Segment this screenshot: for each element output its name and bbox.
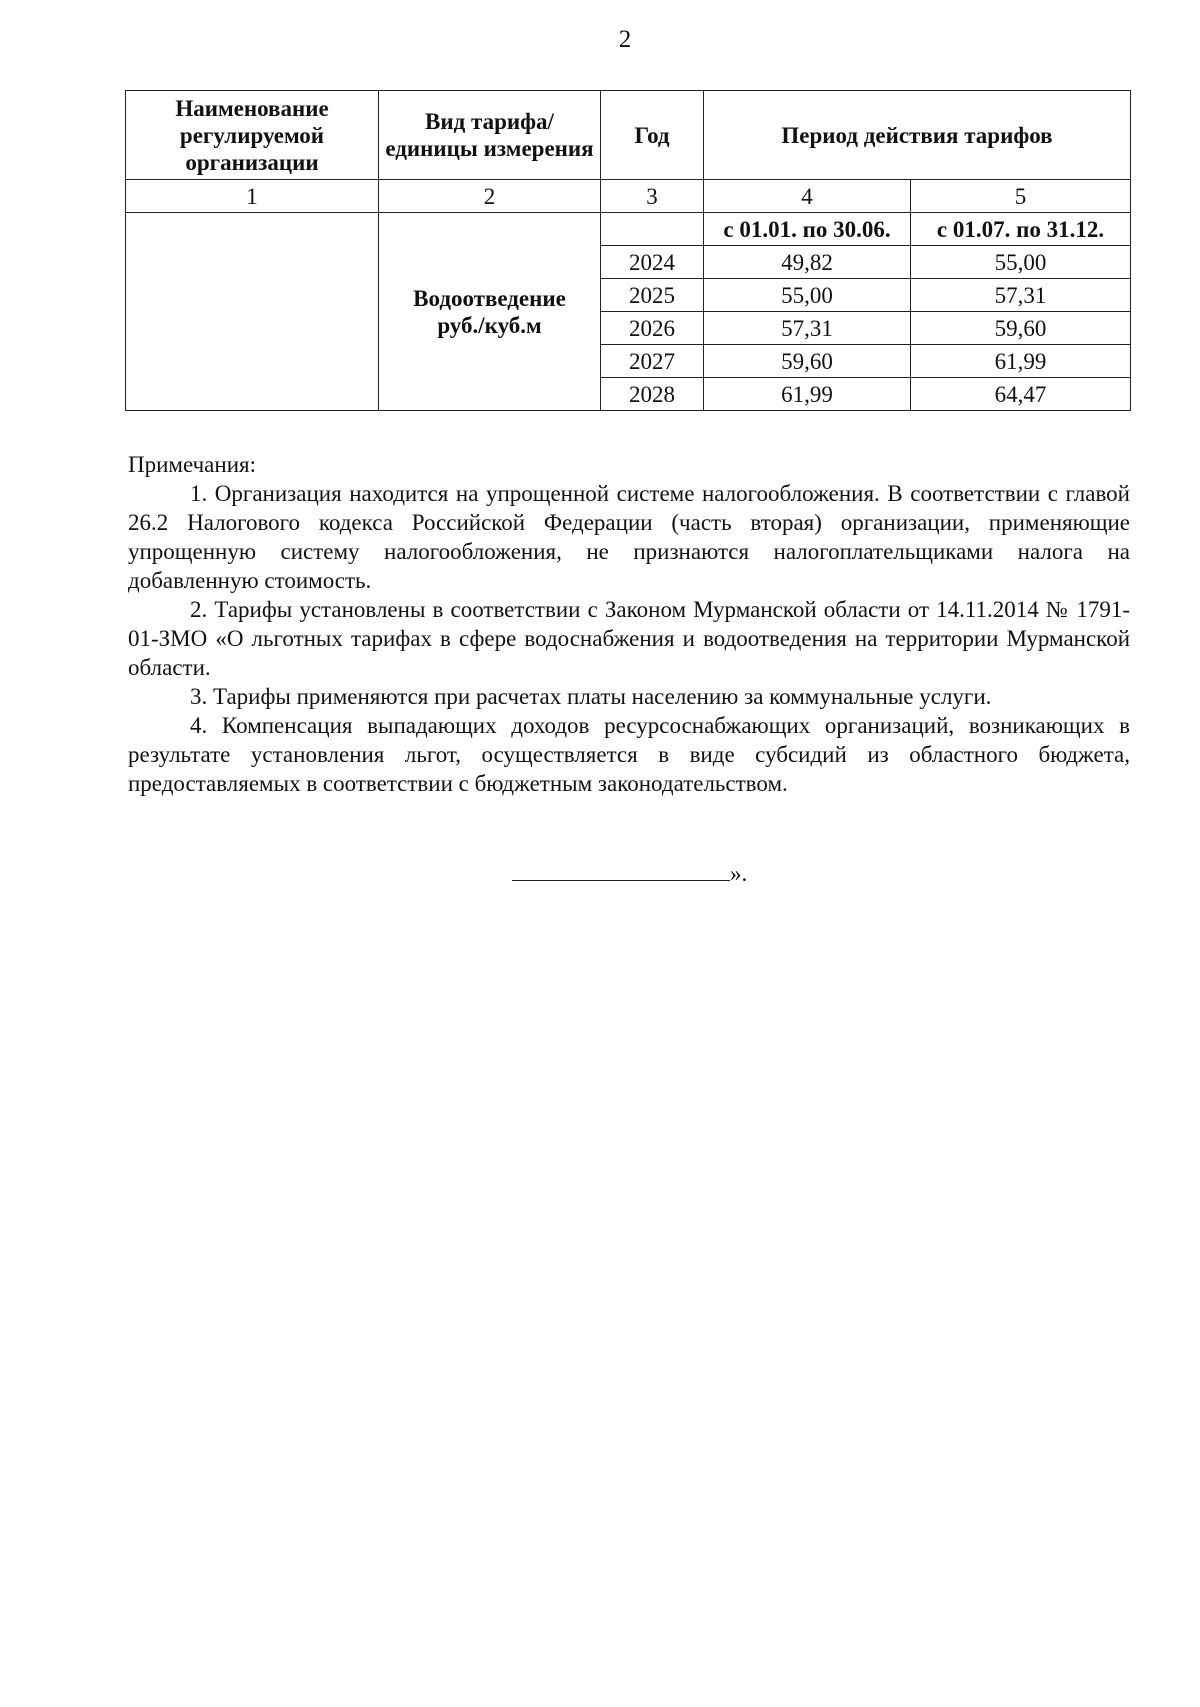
organization-cell — [126, 213, 379, 411]
notes-title: Примечания: — [128, 452, 256, 477]
header-organization: Наименование регулируемой организации — [126, 91, 379, 180]
closing-quote: ». — [730, 861, 748, 886]
year-cell: 2028 — [601, 378, 704, 411]
tariff-second-half: 61,99 — [911, 345, 1131, 378]
column-number: 3 — [601, 180, 704, 213]
year-blank-cell — [601, 213, 704, 246]
closing-mark — [512, 858, 747, 887]
year-cell: 2025 — [601, 279, 704, 312]
tariff-second-half: 64,47 — [911, 378, 1131, 411]
header-period: Период действия тарифов — [704, 91, 1131, 180]
header-year: Год — [601, 91, 704, 180]
column-number: 2 — [379, 180, 601, 213]
tariff-first-half: 49,82 — [704, 246, 911, 279]
column-number: 4 — [704, 180, 911, 213]
note-item: 3. Тарифы применяются при расчетах платы населению за коммунальные услуги. — [190, 684, 992, 709]
year-cell: 2027 — [601, 345, 704, 378]
closing-underline — [512, 858, 730, 881]
tariff-type-cell — [379, 213, 601, 411]
tariff-unit: руб./куб.м — [437, 312, 542, 338]
tariff-first-half: 57,31 — [704, 312, 911, 345]
tariff-table — [125, 90, 1131, 411]
note-item: 1. Организация находится на упрощенной системе налогообложения. В соответствии с главой 26.2 Налогового кодекса Российской Федерации (часть вторая) организации, применяющие упрощенную систему налогообложения, не признаются налогоплательщиками налога на добавленную стоимость. — [128, 481, 1130, 593]
tariff-first-half: 59,60 — [704, 345, 911, 378]
header-tariff-type: Вид тарифа/единицы измерения — [379, 91, 601, 180]
note-item: 2. Тарифы установлены в соответствии с Законом Мурманской области от 14.11.2014 № 1791-01-ЗМО «О льготных тарифах в сфере водоснабжения и водоотведения на территории Мурманской области. — [128, 597, 1130, 680]
column-number: 1 — [126, 180, 379, 213]
period-second-half: с 01.07. по 31.12. — [911, 213, 1131, 246]
tariff-second-half: 57,31 — [911, 279, 1131, 312]
notes-section — [128, 450, 1130, 798]
tariff-first-half: 55,00 — [704, 279, 911, 312]
page-number: 2 — [618, 26, 632, 53]
year-cell: 2024 — [601, 246, 704, 279]
tariff-first-half: 61,99 — [704, 378, 911, 411]
year-cell: 2026 — [601, 312, 704, 345]
tariff-type: Водоотведение — [413, 285, 566, 311]
tariff-second-half: 59,60 — [911, 312, 1131, 345]
tariff-second-half: 55,00 — [911, 246, 1131, 279]
column-number: 5 — [911, 180, 1131, 213]
period-first-half: с 01.01. по 30.06. — [704, 213, 911, 246]
note-item: 4. Компенсация выпадающих доходов ресурсоснабжающих организаций, возникающих в результате установления льгот, осуществляется в виде субсидий из областного бюджета, предоставляемых в соответствии с бюджетным законодательством. — [128, 713, 1130, 796]
